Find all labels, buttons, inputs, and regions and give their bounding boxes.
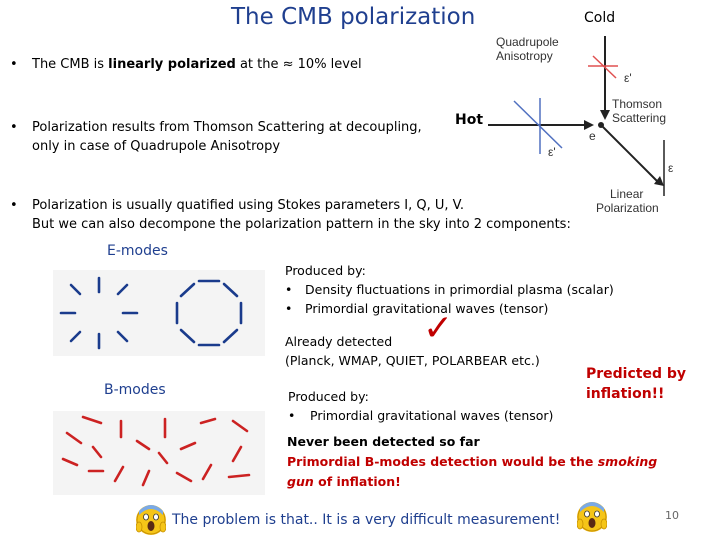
- polarization-label: Polarization: [596, 201, 659, 215]
- bullet-thomson-scattering: • Polarization results from Thomson Scattering at decoupling,: [10, 120, 422, 135]
- never-detected: Never been detected so far: [287, 434, 480, 449]
- linear-label: Linear: [610, 187, 644, 201]
- bullet-stokes-line2: But we can also decompone the polarization pattern in the sky into 2 components:: [32, 217, 571, 232]
- emodes-produced-by: Produced by:: [285, 263, 366, 278]
- predicted-by-inflation: Predicted by inflation!!: [586, 366, 687, 402]
- thomson-label: Thomson: [612, 97, 663, 111]
- bullet-thomson-line2: only in case of Quadrupole Anisotropy: [32, 139, 281, 154]
- svg-text:ε: ε: [668, 161, 674, 175]
- svg-text:ε': ε': [548, 145, 556, 159]
- screaming-face-icon-left: [136, 505, 166, 535]
- arrow-diagonal-icon: [654, 176, 664, 186]
- cold-label: Cold: [584, 10, 616, 26]
- emodes-label: E-modes: [107, 243, 168, 259]
- scattered-ray: [601, 125, 660, 184]
- bullet-stokes: • Polarization is usually quatified using Stokes parameters I, Q, U, V.: [10, 198, 464, 213]
- bmode-pattern-image: [53, 411, 265, 495]
- quadrupole-label: Quadrupole: [496, 36, 559, 49]
- difficult-measurement-text: The problem is that.. It is a very difficult measurement!: [172, 512, 561, 528]
- slide-title: The CMB polarization: [231, 4, 476, 30]
- anisotropy-label: Anisotropy: [496, 49, 553, 63]
- bullet-linear-polarization: • The CMB is linearly polarized at the ≈ 10% level: [10, 57, 362, 72]
- page-number: 10: [665, 509, 679, 522]
- emodes-detected-line1: Already detected: [285, 334, 393, 349]
- bmodes-item-tensor: • Primordial gravitational waves (tensor): [288, 408, 554, 423]
- smoking-gun-line1: Primordial B-modes detection would be the smoking: [287, 454, 658, 469]
- bmodes-produced-by: Produced by:: [288, 389, 369, 404]
- emode-pattern-image: [53, 270, 265, 356]
- svg-text:e: e: [589, 129, 596, 143]
- thomson-scattering-diagram: [488, 36, 688, 221]
- emodes-detected-line2: (Planck, WMAP, QUIET, POLARBEAR etc.): [285, 353, 540, 368]
- emodes-item-scalar: • Density fluctuations in primordial plasma (scalar): [285, 282, 614, 297]
- checkmark-icon: ✓: [423, 308, 454, 349]
- scattering-label: Scattering: [612, 111, 667, 125]
- arrow-down-icon: [600, 110, 610, 120]
- screaming-face-icon-right: [577, 502, 607, 532]
- emodes-item-tensor: • Primordial gravitational waves (tensor): [285, 301, 549, 316]
- bmodes-label: B-modes: [104, 382, 166, 398]
- svg-text:ε': ε': [624, 71, 632, 85]
- hot-label: Hot: [455, 112, 484, 128]
- linearly-polarized-emphasis: linearly polarized: [108, 57, 236, 72]
- smoking-gun-line2: gun of inflation!: [287, 474, 401, 489]
